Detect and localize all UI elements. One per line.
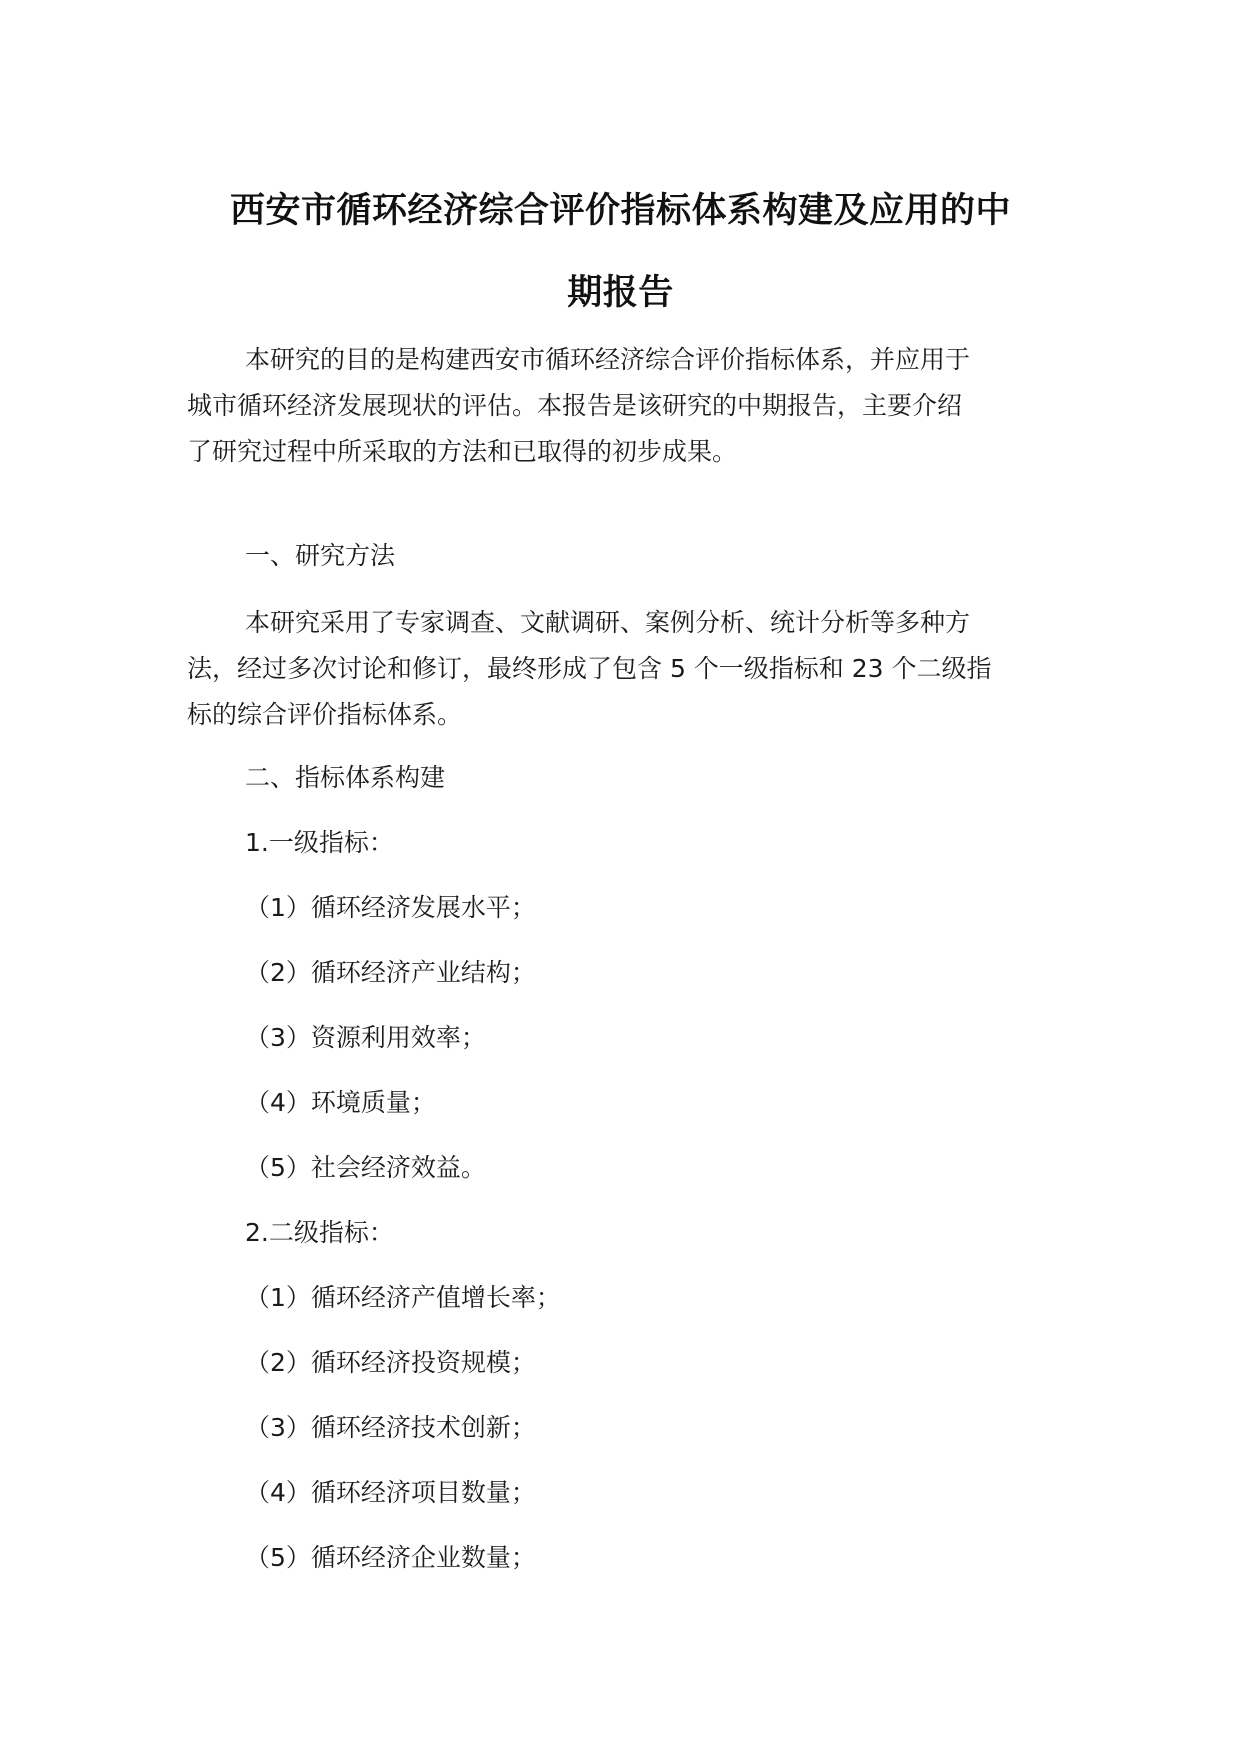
methods-paragraph	[187, 600, 1057, 738]
second-level-item: （5）循环经济企业数量；	[245, 1543, 536, 1572]
first-level-item: （5）社会经济效益。	[245, 1153, 486, 1182]
methods-line-2: 法，经过多次讨论和修订，最终形成了包含 5 个一级指标和 23 个二级指	[187, 654, 992, 683]
document-title-line-2: 期报告	[567, 273, 674, 313]
second-level-item: （4）循环经济项目数量；	[245, 1478, 536, 1507]
intro-paragraph	[187, 337, 1057, 475]
methods-line-1: 本研究采用了专家调查、文献调研、案例分析、统计分析等多种方	[245, 608, 971, 637]
section-heading-index-system: 二、指标体系构建	[245, 763, 446, 792]
first-level-item: （2）循环经济产业结构；	[245, 958, 536, 987]
intro-line-1: 本研究的目的是构建西安市循环经济综合评价指标体系，并应用于	[245, 345, 971, 374]
methods-line-3: 标的综合评价指标体系。	[187, 700, 463, 729]
section-heading-methods: 一、研究方法	[245, 541, 396, 570]
second-level-item: （1）循环经济产值增长率；	[245, 1283, 561, 1312]
intro-line-3: 了研究过程中所采取的方法和已取得的初步成果。	[187, 437, 738, 466]
first-level-heading: 1.一级指标：	[245, 828, 394, 857]
second-level-item: （3）循环经济技术创新；	[245, 1413, 536, 1442]
intro-line-2: 城市循环经济发展现状的评估。本报告是该研究的中期报告，主要介绍	[187, 391, 963, 420]
document-title-line-1: 西安市循环经济综合评价指标体系构建及应用的中	[229, 191, 1011, 231]
first-level-item: （1）循环经济发展水平；	[245, 893, 536, 922]
first-level-item: （3）资源利用效率；	[245, 1023, 486, 1052]
second-level-heading: 2.二级指标：	[245, 1218, 394, 1247]
first-level-item: （4）环境质量；	[245, 1088, 436, 1117]
second-level-item: （2）循环经济投资规模；	[245, 1348, 536, 1377]
